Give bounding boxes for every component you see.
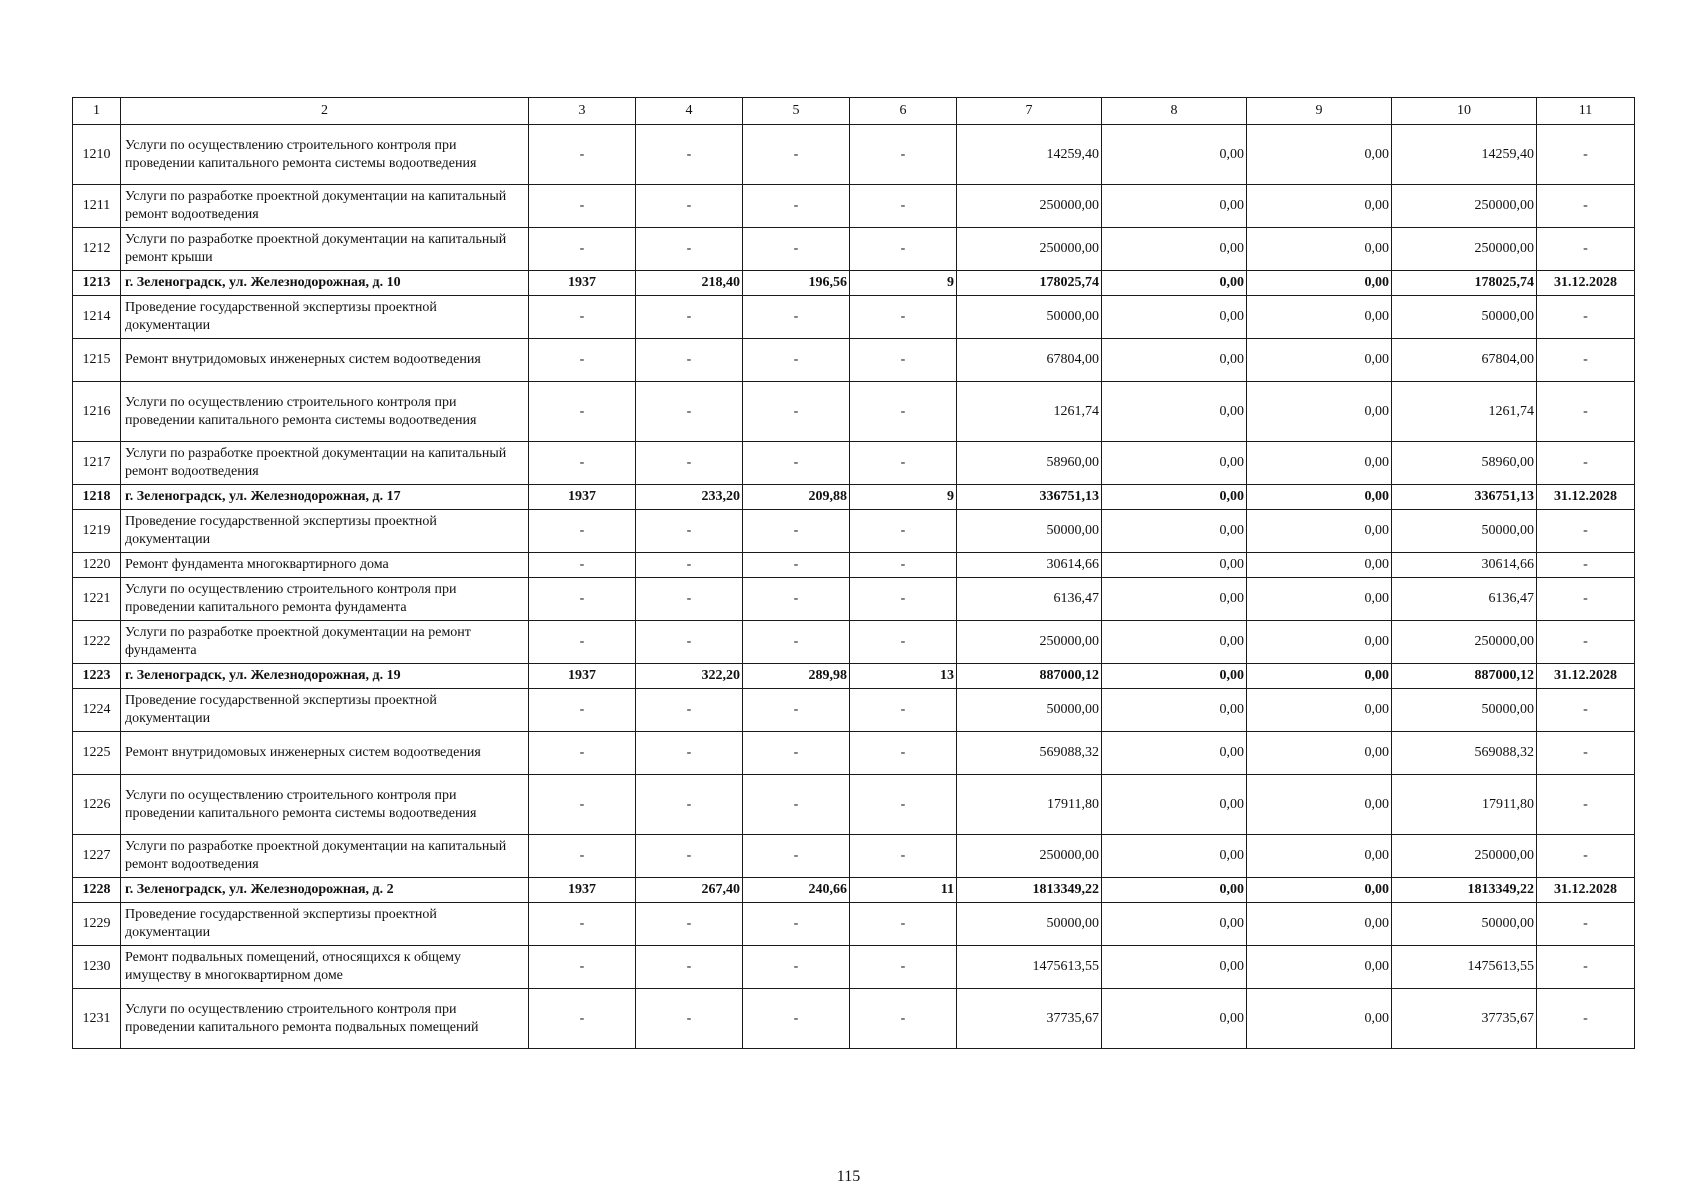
year-cell: - <box>529 835 636 878</box>
owner-cost-cell: 67804,00 <box>1392 339 1537 382</box>
year-cell: - <box>529 903 636 946</box>
other-cost-cell: 0,00 <box>1247 732 1392 775</box>
header-cell-9: 9 <box>1247 98 1392 125</box>
year-cell: - <box>529 621 636 664</box>
deadline-cell: - <box>1537 689 1635 732</box>
total-area-cell: - <box>636 510 743 553</box>
total-cost-cell: 37735,67 <box>957 989 1102 1049</box>
description-cell: Ремонт подвальных помещений, относящихся к общему имуществу в многоквартирном доме <box>121 946 529 989</box>
owner-cost-cell: 1475613,55 <box>1392 946 1537 989</box>
deadline-cell: - <box>1537 578 1635 621</box>
work-item-row <box>73 621 1635 664</box>
page-number: 115 <box>836 1168 861 1185</box>
owner-cost-cell: 30614,66 <box>1392 553 1537 578</box>
total-cost-cell: 50000,00 <box>957 296 1102 339</box>
header-cell-11: 11 <box>1537 98 1635 125</box>
total-area-cell: - <box>636 989 743 1049</box>
deadline-cell: - <box>1537 903 1635 946</box>
total-cost-cell: 50000,00 <box>957 689 1102 732</box>
deadline-cell: - <box>1537 621 1635 664</box>
fund-cost-cell: 0,00 <box>1102 382 1247 442</box>
total-area-cell: 218,40 <box>636 271 743 296</box>
fund-cost-cell: 0,00 <box>1102 339 1247 382</box>
address-row <box>73 878 1635 903</box>
row-number-cell: 1210 <box>73 125 121 185</box>
living-area-cell: - <box>743 578 850 621</box>
residents-cell: 11 <box>850 878 957 903</box>
total-area-cell: 233,20 <box>636 485 743 510</box>
deadline-cell: - <box>1537 339 1635 382</box>
row-number-cell: 1223 <box>73 664 121 689</box>
work-item-row <box>73 125 1635 185</box>
description-cell: Услуги по осуществлению строительного контроля при проведении капитального ремонта системы водоотведения <box>121 775 529 835</box>
fund-cost-cell: 0,00 <box>1102 689 1247 732</box>
work-item-row <box>73 185 1635 228</box>
residents-cell: 13 <box>850 664 957 689</box>
living-area-cell: - <box>743 989 850 1049</box>
description-cell: Ремонт внутридомовых инженерных систем водоотведения <box>121 732 529 775</box>
total-cost-cell: 6136,47 <box>957 578 1102 621</box>
residents-cell: - <box>850 296 957 339</box>
description-cell: Услуги по разработке проектной документации на ремонт фундамента <box>121 621 529 664</box>
description-cell: Ремонт фундамента многоквартирного дома <box>121 553 529 578</box>
living-area-cell: 209,88 <box>743 485 850 510</box>
year-cell: - <box>529 578 636 621</box>
address-row <box>73 664 1635 689</box>
description-cell: Проведение государственной экспертизы проектной документации <box>121 689 529 732</box>
living-area-cell: - <box>743 296 850 339</box>
description-cell: Услуги по осуществлению строительного контроля при проведении капитального ремонта системы водоотведения <box>121 125 529 185</box>
owner-cost-cell: 569088,32 <box>1392 732 1537 775</box>
total-area-cell: - <box>636 621 743 664</box>
residents-cell: - <box>850 442 957 485</box>
fund-cost-cell: 0,00 <box>1102 185 1247 228</box>
deadline-cell: - <box>1537 185 1635 228</box>
document-sheet <box>72 97 1634 1049</box>
other-cost-cell: 0,00 <box>1247 382 1392 442</box>
deadline-cell: - <box>1537 553 1635 578</box>
description-cell: Проведение государственной экспертизы проектной документации <box>121 510 529 553</box>
row-number-cell: 1211 <box>73 185 121 228</box>
year-cell: - <box>529 732 636 775</box>
row-number-cell: 1214 <box>73 296 121 339</box>
fund-cost-cell: 0,00 <box>1102 775 1247 835</box>
total-area-cell: 322,20 <box>636 664 743 689</box>
residents-cell: - <box>850 125 957 185</box>
work-item-row <box>73 339 1635 382</box>
work-item-row <box>73 296 1635 339</box>
header-cell-3: 3 <box>529 98 636 125</box>
deadline-cell: - <box>1537 989 1635 1049</box>
residents-cell: - <box>850 775 957 835</box>
description-cell: Услуги по осуществлению строительного контроля при проведении капитального ремонта подвальных помещений <box>121 989 529 1049</box>
fund-cost-cell: 0,00 <box>1102 578 1247 621</box>
deadline-cell: 31.12.2028 <box>1537 664 1635 689</box>
description-cell: г. Зеленоградск, ул. Железнодорожная, д. 17 <box>121 485 529 510</box>
owner-cost-cell: 336751,13 <box>1392 485 1537 510</box>
residents-cell: 9 <box>850 485 957 510</box>
owner-cost-cell: 50000,00 <box>1392 903 1537 946</box>
year-cell: - <box>529 946 636 989</box>
year-cell: - <box>529 553 636 578</box>
description-cell: Услуги по разработке проектной документации на капитальный ремонт водоотведения <box>121 442 529 485</box>
other-cost-cell: 0,00 <box>1247 271 1392 296</box>
row-number-cell: 1217 <box>73 442 121 485</box>
work-item-row <box>73 903 1635 946</box>
address-row <box>73 271 1635 296</box>
year-cell: - <box>529 775 636 835</box>
work-item-row <box>73 228 1635 271</box>
other-cost-cell: 0,00 <box>1247 485 1392 510</box>
work-item-row <box>73 989 1635 1049</box>
header-cell-7: 7 <box>957 98 1102 125</box>
year-cell: - <box>529 989 636 1049</box>
year-cell: 1937 <box>529 271 636 296</box>
owner-cost-cell: 14259,40 <box>1392 125 1537 185</box>
owner-cost-cell: 58960,00 <box>1392 442 1537 485</box>
total-cost-cell: 250000,00 <box>957 621 1102 664</box>
total-cost-cell: 250000,00 <box>957 835 1102 878</box>
description-cell: Услуги по осуществлению строительного контроля при проведении капитального ремонта фундамента <box>121 578 529 621</box>
total-area-cell: - <box>636 185 743 228</box>
work-item-row <box>73 835 1635 878</box>
work-item-row <box>73 510 1635 553</box>
deadline-cell: 31.12.2028 <box>1537 271 1635 296</box>
owner-cost-cell: 250000,00 <box>1392 835 1537 878</box>
residents-cell: - <box>850 553 957 578</box>
fund-cost-cell: 0,00 <box>1102 835 1247 878</box>
deadline-cell: - <box>1537 510 1635 553</box>
residents-cell: - <box>850 732 957 775</box>
total-area-cell: - <box>636 775 743 835</box>
work-item-row <box>73 946 1635 989</box>
owner-cost-cell: 50000,00 <box>1392 510 1537 553</box>
other-cost-cell: 0,00 <box>1247 946 1392 989</box>
work-item-row <box>73 578 1635 621</box>
total-cost-cell: 1475613,55 <box>957 946 1102 989</box>
description-cell: Проведение государственной экспертизы проектной документации <box>121 296 529 339</box>
total-area-cell: - <box>636 835 743 878</box>
living-area-cell: - <box>743 339 850 382</box>
owner-cost-cell: 50000,00 <box>1392 689 1537 732</box>
total-cost-cell: 250000,00 <box>957 185 1102 228</box>
fund-cost-cell: 0,00 <box>1102 903 1247 946</box>
deadline-cell: 31.12.2028 <box>1537 878 1635 903</box>
row-number-cell: 1224 <box>73 689 121 732</box>
description-cell: Услуги по разработке проектной документации на капитальный ремонт водоотведения <box>121 835 529 878</box>
row-number-cell: 1229 <box>73 903 121 946</box>
total-cost-cell: 14259,40 <box>957 125 1102 185</box>
living-area-cell: - <box>743 621 850 664</box>
year-cell: - <box>529 382 636 442</box>
work-item-row <box>73 553 1635 578</box>
description-cell: Услуги по разработке проектной документации на капитальный ремонт водоотведения <box>121 185 529 228</box>
year-cell: - <box>529 510 636 553</box>
residents-cell: - <box>850 989 957 1049</box>
header-cell-6: 6 <box>850 98 957 125</box>
owner-cost-cell: 17911,80 <box>1392 775 1537 835</box>
deadline-cell: - <box>1537 732 1635 775</box>
other-cost-cell: 0,00 <box>1247 578 1392 621</box>
total-area-cell: - <box>636 689 743 732</box>
owner-cost-cell: 1261,74 <box>1392 382 1537 442</box>
total-cost-cell: 569088,32 <box>957 732 1102 775</box>
description-cell: г. Зеленоградск, ул. Железнодорожная, д. 19 <box>121 664 529 689</box>
year-cell: 1937 <box>529 485 636 510</box>
living-area-cell: - <box>743 228 850 271</box>
other-cost-cell: 0,00 <box>1247 339 1392 382</box>
fund-cost-cell: 0,00 <box>1102 510 1247 553</box>
work-item-row <box>73 775 1635 835</box>
year-cell: 1937 <box>529 664 636 689</box>
work-item-row <box>73 442 1635 485</box>
work-item-row <box>73 382 1635 442</box>
deadline-cell: - <box>1537 125 1635 185</box>
row-number-cell: 1230 <box>73 946 121 989</box>
total-cost-cell: 58960,00 <box>957 442 1102 485</box>
total-cost-cell: 17911,80 <box>957 775 1102 835</box>
owner-cost-cell: 37735,67 <box>1392 989 1537 1049</box>
deadline-cell: - <box>1537 775 1635 835</box>
total-area-cell: - <box>636 903 743 946</box>
header-cell-4: 4 <box>636 98 743 125</box>
other-cost-cell: 0,00 <box>1247 296 1392 339</box>
residents-cell: - <box>850 510 957 553</box>
other-cost-cell: 0,00 <box>1247 903 1392 946</box>
fund-cost-cell: 0,00 <box>1102 878 1247 903</box>
fund-cost-cell: 0,00 <box>1102 989 1247 1049</box>
row-number-cell: 1231 <box>73 989 121 1049</box>
year-cell: - <box>529 185 636 228</box>
living-area-cell: - <box>743 442 850 485</box>
residents-cell: - <box>850 903 957 946</box>
living-area-cell: 240,66 <box>743 878 850 903</box>
owner-cost-cell: 250000,00 <box>1392 185 1537 228</box>
other-cost-cell: 0,00 <box>1247 835 1392 878</box>
description-cell: Ремонт внутридомовых инженерных систем водоотведения <box>121 339 529 382</box>
fund-cost-cell: 0,00 <box>1102 946 1247 989</box>
address-row <box>73 485 1635 510</box>
living-area-cell: - <box>743 689 850 732</box>
header-cell-5: 5 <box>743 98 850 125</box>
fund-cost-cell: 0,00 <box>1102 228 1247 271</box>
total-area-cell: - <box>636 553 743 578</box>
work-item-row <box>73 689 1635 732</box>
deadline-cell: - <box>1537 228 1635 271</box>
row-number-cell: 1216 <box>73 382 121 442</box>
header-cell-1: 1 <box>73 98 121 125</box>
description-cell: г. Зеленоградск, ул. Железнодорожная, д. 10 <box>121 271 529 296</box>
deadline-cell: 31.12.2028 <box>1537 485 1635 510</box>
total-cost-cell: 50000,00 <box>957 510 1102 553</box>
repair-program-table <box>72 97 1635 1049</box>
year-cell: - <box>529 296 636 339</box>
description-cell: г. Зеленоградск, ул. Железнодорожная, д. 2 <box>121 878 529 903</box>
row-number-cell: 1227 <box>73 835 121 878</box>
living-area-cell: - <box>743 835 850 878</box>
row-number-cell: 1218 <box>73 485 121 510</box>
residents-cell: - <box>850 621 957 664</box>
total-area-cell: - <box>636 732 743 775</box>
deadline-cell: - <box>1537 382 1635 442</box>
fund-cost-cell: 0,00 <box>1102 664 1247 689</box>
other-cost-cell: 0,00 <box>1247 689 1392 732</box>
table-body <box>73 98 1635 1049</box>
living-area-cell: - <box>743 775 850 835</box>
owner-cost-cell: 1813349,22 <box>1392 878 1537 903</box>
fund-cost-cell: 0,00 <box>1102 442 1247 485</box>
other-cost-cell: 0,00 <box>1247 775 1392 835</box>
year-cell: - <box>529 442 636 485</box>
fund-cost-cell: 0,00 <box>1102 621 1247 664</box>
owner-cost-cell: 50000,00 <box>1392 296 1537 339</box>
living-area-cell: - <box>743 903 850 946</box>
fund-cost-cell: 0,00 <box>1102 553 1247 578</box>
total-area-cell: - <box>636 228 743 271</box>
row-number-cell: 1225 <box>73 732 121 775</box>
total-cost-cell: 30614,66 <box>957 553 1102 578</box>
total-cost-cell: 50000,00 <box>957 903 1102 946</box>
description-cell: Проведение государственной экспертизы проектной документации <box>121 903 529 946</box>
year-cell: - <box>529 228 636 271</box>
fund-cost-cell: 0,00 <box>1102 485 1247 510</box>
other-cost-cell: 0,00 <box>1247 878 1392 903</box>
row-number-cell: 1213 <box>73 271 121 296</box>
total-cost-cell: 336751,13 <box>957 485 1102 510</box>
owner-cost-cell: 6136,47 <box>1392 578 1537 621</box>
row-number-cell: 1219 <box>73 510 121 553</box>
fund-cost-cell: 0,00 <box>1102 732 1247 775</box>
header-cell-2: 2 <box>121 98 529 125</box>
other-cost-cell: 0,00 <box>1247 621 1392 664</box>
other-cost-cell: 0,00 <box>1247 510 1392 553</box>
description-cell: Услуги по осуществлению строительного контроля при проведении капитального ремонта системы водоотведения <box>121 382 529 442</box>
living-area-cell: - <box>743 125 850 185</box>
other-cost-cell: 0,00 <box>1247 664 1392 689</box>
other-cost-cell: 0,00 <box>1247 228 1392 271</box>
total-area-cell: - <box>636 946 743 989</box>
deadline-cell: - <box>1537 835 1635 878</box>
residents-cell: - <box>850 946 957 989</box>
other-cost-cell: 0,00 <box>1247 185 1392 228</box>
row-number-cell: 1215 <box>73 339 121 382</box>
living-area-cell: - <box>743 732 850 775</box>
total-area-cell: 267,40 <box>636 878 743 903</box>
fund-cost-cell: 0,00 <box>1102 296 1247 339</box>
residents-cell: - <box>850 228 957 271</box>
deadline-cell: - <box>1537 946 1635 989</box>
other-cost-cell: 0,00 <box>1247 442 1392 485</box>
row-number-cell: 1220 <box>73 553 121 578</box>
total-area-cell: - <box>636 296 743 339</box>
residents-cell: - <box>850 339 957 382</box>
deadline-cell: - <box>1537 442 1635 485</box>
year-cell: - <box>529 339 636 382</box>
residents-cell: - <box>850 382 957 442</box>
year-cell: - <box>529 689 636 732</box>
description-cell: Услуги по разработке проектной документации на капитальный ремонт крыши <box>121 228 529 271</box>
residents-cell: 9 <box>850 271 957 296</box>
total-cost-cell: 178025,74 <box>957 271 1102 296</box>
total-area-cell: - <box>636 125 743 185</box>
living-area-cell: - <box>743 510 850 553</box>
header-cell-8: 8 <box>1102 98 1247 125</box>
residents-cell: - <box>850 835 957 878</box>
total-area-cell: - <box>636 442 743 485</box>
row-number-cell: 1221 <box>73 578 121 621</box>
fund-cost-cell: 0,00 <box>1102 125 1247 185</box>
living-area-cell: 196,56 <box>743 271 850 296</box>
work-item-row <box>73 732 1635 775</box>
row-number-cell: 1222 <box>73 621 121 664</box>
living-area-cell: - <box>743 185 850 228</box>
row-number-cell: 1212 <box>73 228 121 271</box>
fund-cost-cell: 0,00 <box>1102 271 1247 296</box>
column-number-header-row <box>73 98 1635 125</box>
living-area-cell: 289,98 <box>743 664 850 689</box>
owner-cost-cell: 250000,00 <box>1392 621 1537 664</box>
total-cost-cell: 887000,12 <box>957 664 1102 689</box>
total-area-cell: - <box>636 578 743 621</box>
year-cell: 1937 <box>529 878 636 903</box>
total-cost-cell: 250000,00 <box>957 228 1102 271</box>
other-cost-cell: 0,00 <box>1247 125 1392 185</box>
owner-cost-cell: 250000,00 <box>1392 228 1537 271</box>
residents-cell: - <box>850 578 957 621</box>
other-cost-cell: 0,00 <box>1247 989 1392 1049</box>
row-number-cell: 1226 <box>73 775 121 835</box>
deadline-cell: - <box>1537 296 1635 339</box>
residents-cell: - <box>850 689 957 732</box>
year-cell: - <box>529 125 636 185</box>
total-area-cell: - <box>636 339 743 382</box>
living-area-cell: - <box>743 553 850 578</box>
living-area-cell: - <box>743 946 850 989</box>
owner-cost-cell: 887000,12 <box>1392 664 1537 689</box>
total-cost-cell: 67804,00 <box>957 339 1102 382</box>
residents-cell: - <box>850 185 957 228</box>
other-cost-cell: 0,00 <box>1247 553 1392 578</box>
total-area-cell: - <box>636 382 743 442</box>
living-area-cell: - <box>743 382 850 442</box>
row-number-cell: 1228 <box>73 878 121 903</box>
total-cost-cell: 1261,74 <box>957 382 1102 442</box>
total-cost-cell: 1813349,22 <box>957 878 1102 903</box>
header-cell-10: 10 <box>1392 98 1537 125</box>
owner-cost-cell: 178025,74 <box>1392 271 1537 296</box>
